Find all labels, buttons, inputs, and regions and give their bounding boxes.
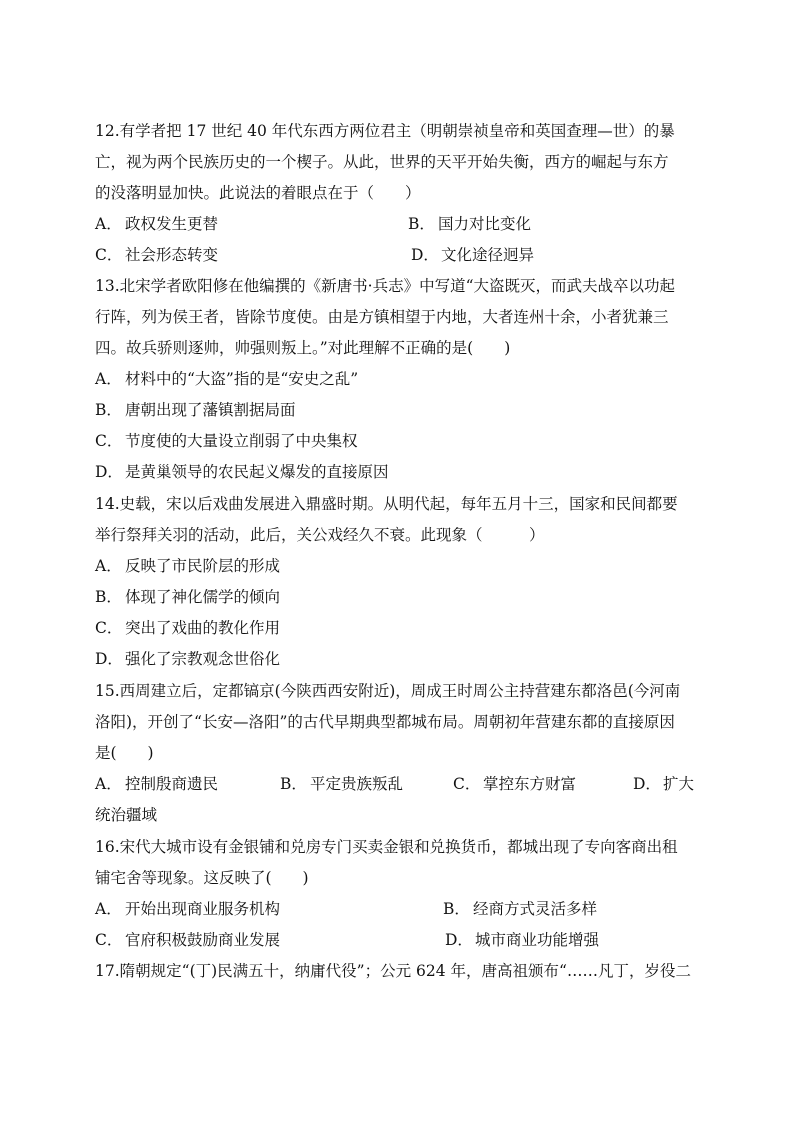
q15-option-a: A． 控制殷商遗民 bbox=[95, 775, 219, 793]
q12-option-d: D． 文化途径迥异 bbox=[411, 246, 535, 264]
q14-stem-line-2: 举行祭拜关羽的活动，此后，关公戏经久不衰。此现象（ ） bbox=[95, 526, 545, 544]
q12-option-c: C． 社会形态转变 bbox=[95, 246, 219, 264]
q14-option-d: D． 强化了宗教观念世俗化 bbox=[95, 650, 281, 668]
q13-stem-line-2: 行阵，列为侯王者，皆除节度使。由是方镇相望于内地，大者连州十余，小者犹兼三 bbox=[95, 308, 669, 326]
q15-option-c: C． 掌控东方财富 bbox=[453, 775, 577, 793]
q13-stem-line-3: 四。故兵骄则逐帅，帅强则叛上。”对此理解不正确的是( ) bbox=[95, 339, 511, 357]
q12-option-a: A． 政权发生更替 bbox=[95, 215, 219, 233]
q16-option-c: C． 官府积极鼓励商业发展 bbox=[95, 931, 281, 949]
q14-stem-line-1: 14.史载，宋以后戏曲发展进入鼎盛时期。从明代起，每年五月十三，国家和民间都要 bbox=[95, 495, 678, 513]
q12-stem-line-3: 的没落明显加快。此说法的着眼点在于（ ） bbox=[95, 184, 421, 202]
q12-option-b: B． 国力对比变化 bbox=[408, 215, 532, 233]
q16-option-a: A． 开始出现商业服务机构 bbox=[95, 900, 281, 918]
q15-option-d: D． 扩大 bbox=[633, 775, 695, 793]
q12-stem-line-1: 12.有学者把 17 世纪 40 年代东西方两位君主（明朝崇祯皇帝和英国查理—世）的暴 bbox=[95, 122, 675, 140]
q13-option-c: C． 节度使的大量设立削弱了中央集权 bbox=[95, 432, 358, 450]
q17-stem-line-1: 17.隋朝规定“(丁)民满五十，纳庸代役”；公元 624 年，唐高祖颁布“……凡丁，岁役二 bbox=[95, 962, 691, 980]
q15-stem-line-3: 是( ) bbox=[95, 744, 154, 762]
q14-option-b: B． 体现了神化儒学的倾向 bbox=[95, 588, 281, 606]
q16-stem-line-2: 铺宅舍等现象。这反映了( ) bbox=[95, 869, 309, 887]
q16-option-b: B． 经商方式灵活多样 bbox=[443, 900, 598, 918]
q12-stem-line-2: 亡，视为两个民族历史的一个楔子。从此，世界的天平开始失衡，西方的崛起与东方 bbox=[95, 153, 669, 171]
q15-option-d-continuation: 统治疆域 bbox=[95, 806, 158, 824]
q14-option-a: A． 反映了市民阶层的形成 bbox=[95, 557, 281, 575]
q13-option-a: A． 材料中的“大盗”指的是“安史之乱” bbox=[95, 370, 359, 388]
q16-stem-line-1: 16.宋代大城市设有金银铺和兑房专门买卖金银和兑换货币，都城出现了专向客商出租 bbox=[95, 838, 678, 856]
q15-stem-line-1: 15.西周建立后，定都镐京(今陕西西安附近)，周成王时周公主持营建东都洛邑(今河南 bbox=[95, 682, 681, 700]
q13-stem-line-1: 13.北宋学者欧阳修在他编撰的《新唐书·兵志》中写道“大盗既灭，而武夫战卒以功起 bbox=[95, 277, 676, 295]
q14-option-c: C． 突出了戏曲的教化作用 bbox=[95, 619, 281, 637]
q15-option-b: B． 平定贵族叛乱 bbox=[280, 775, 404, 793]
q15-stem-line-2: 洛阳)，开创了“长安—洛阳”的古代早期典型都城布局。周朝初年营建东都的直接原因 bbox=[95, 713, 675, 731]
q13-option-b: B． 唐朝出现了藩镇割据局面 bbox=[95, 401, 296, 419]
q16-option-d: D． 城市商业功能增强 bbox=[445, 931, 600, 949]
q13-option-d: D． 是黄巢领导的农民起义爆发的直接原因 bbox=[95, 463, 389, 481]
